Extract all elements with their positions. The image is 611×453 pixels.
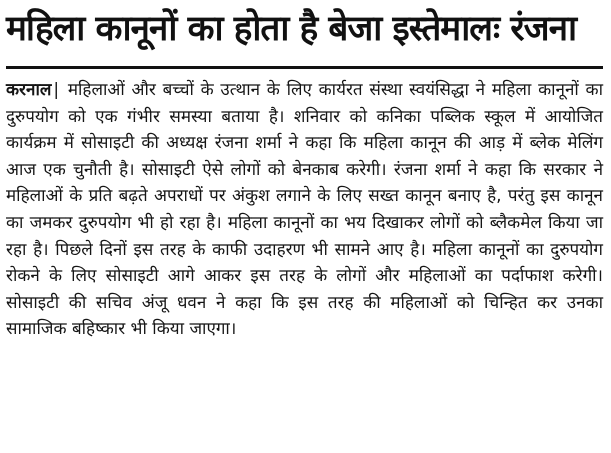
dateline: करनाल [6,80,52,100]
article-body [6,77,603,343]
dateline-separator: | [53,80,60,100]
headline-rule [6,66,603,69]
article-text: महिलाओं और बच्चों के उत्थान के लिए कार्यरत संस्था स्वयंसिद्धा ने महिला कानूनों का दुरुपयोग को एक गंभीर समस्या बताया है। शनिवार को कनिका पब्लिक स्कूल में आयोजित कार्यक्रम में सोसाइटी की अध्यक्ष रंजना शर्मा ने कहा कि महिला कानून की आड़ में ब्लेक मेलिंग आज एक चुनौती है। सोसाइटी ऐसे लोगों को बेनकाब करेगी। रंजना शर्मा ने कहा कि सरकार ने महिलाओं के प्रति बढ़ते अपराधों पर अंकुश लगाने के लिए सख्त कानून बनाए है, परंतु इस कानून का जमकर दुरुपयोग भी हो रहा है। महिला कानूनों का भय दिखाकर लोगों को ब्लैकमेल किया जा रहा है। पिछले दिनों इस तरह के काफी उदाहरण भी सामने आए है। महिला कानूनों का दुरुपयोग रोकने के लिए सोसाइटी आगे आकर इस तरह के लोगों और महिलाओं का पर्दाफाश करेगी। सोसाइटी की सचिव अंजू धवन ने कहा कि इस तरह की महिलाओं को चिन्हित कर उनका सामाजिक बहिष्कार भी किया जाएगा। [6,80,604,340]
headline: महिला कानूनों का होता है बेजा इस्तेमालः रंजना [6,9,577,49]
